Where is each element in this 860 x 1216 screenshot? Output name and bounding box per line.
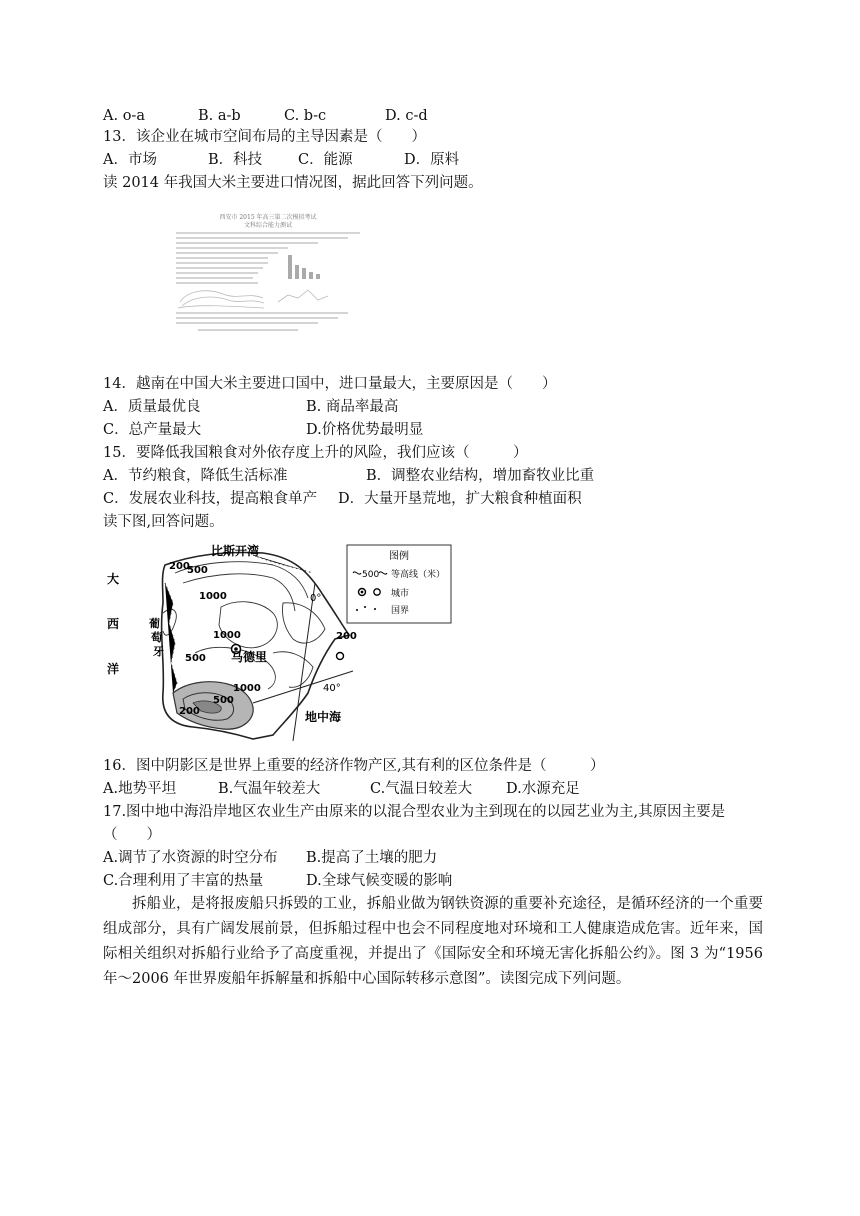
q17-paren: （ ） [103,827,161,843]
legend-contour-value: 500 [362,570,380,580]
label-biscay: 比斯开湾 [211,544,260,558]
q16-stem: 16．图中阴影区是世界上重要的经济作物产区,其有利的区位条件是（ ） [103,758,605,774]
intro-map: 读下图,回答问题。 [103,514,224,530]
q16-option-a: A.地势平坦 [103,781,177,797]
q12-option-a: A. o-a [103,108,145,124]
rice-import-figure-scan [168,210,368,340]
q17-option-a: A.调节了水资源的时空分布 [103,850,278,866]
label-atlantic-1: 大 [107,572,120,586]
label-mediterranean: 地中海 [305,710,342,724]
label-atlantic-3: 洋 [107,662,120,676]
q13-option-c: C．能源 [298,152,353,168]
q13-stem: 13．该企业在城市空间布局的主导因素是（ ） [103,129,426,145]
scan-title-line1: 西安市 2015 年高三第二次模拟考试 [219,214,317,221]
contour-label: 1000 [233,683,261,694]
contour-label: 1000 [199,591,227,602]
coastal-city-marker [337,653,344,660]
q17-option-b: B.提高了土壤的肥力 [306,850,438,866]
q14-stem: 14．越南在中国大米主要进口国中，进口量最大，主要原因是（ ） [103,376,557,392]
q14-option-d: D.价格优势最明显 [306,422,424,438]
contour-label: 200 [169,561,190,572]
iberia-map [103,543,455,743]
label-atlantic-2: 西 [107,617,120,631]
label-longitude: 0° [310,593,322,604]
label-portugal-2: 萄 [151,631,162,644]
legend-title: 图例 [389,551,409,562]
intro-rice-import: 读 2014 年我国大米主要进口情况图，据此回答下列问题。 [103,175,483,191]
q13-option-a: A．市场 [103,152,157,168]
q17-stem: 17.图中地中海沿岸地区农业生产由原来的以混合型农业为主到现在的以园艺业为主,其原因主要是 [103,804,726,820]
label-latitude: 40° [323,683,341,694]
q15-option-c: C．发展农业科技，提高粮食单产 [103,491,318,507]
q14-option-a: A．质量最优良 [103,399,201,415]
q15-stem: 15．要降低我国粮食对外依存度上升的风险，我们应该（ ） [103,445,528,461]
label-portugal-3: 牙 [153,645,164,658]
ship-breaking-passage: 拆船业，是将报废船只拆毁的工业，拆船业做为钢铁资源的重要补充途径，是循环经济的一个重要组成部分，具有广阔发展前景，但拆船过程中也会不同程度地对环境和工人健康造成危害。近年来，国际相关组织对拆船行业给予了高度重视，并提出了《国际安全和环境无害化拆船公约》。图 3 为“1956 年～2006 年世界废船年拆解量和拆船中心国际转移示意图”。读图完成下列问题。 [103,896,763,987]
q13-option-d: D．原料 [404,152,460,168]
q12-option-c: C. b-c [284,108,327,124]
scan-title-line2: 文科综合能力测试 [243,222,293,229]
q14-option-b: B. 商品率最高 [306,399,399,415]
q14-option-c: C．总产量最大 [103,422,202,438]
legend-border: 国界 [391,606,410,616]
q13-option-b: B．科技 [208,152,263,168]
contour-label: 500 [185,653,206,664]
q16-option-d: D.水源充足 [506,781,580,797]
contour-label: 500 [187,565,208,576]
q16-option-b: B.气温年较差大 [218,781,321,797]
q15-option-d: D．大量开垦荒地，扩大粮食种植面积 [338,491,582,507]
legend-city: 城市 [391,589,410,599]
q12-option-d: D. c-d [385,108,428,124]
label-madrid: 马德里 [231,650,268,664]
map-legend [347,545,451,623]
q17-option-c: C.合理利用了丰富的热量 [103,873,264,889]
q16-option-c: C.气温日较差大 [370,781,473,797]
q17-option-d: D.全球气候变暖的影响 [306,873,453,889]
q12-option-b: B. a-b [198,108,241,124]
contour-label: 200 [336,631,357,642]
label-portugal-1: 葡 [149,617,160,630]
contour-label: 1000 [213,630,241,641]
contour-label: 500 [213,695,234,706]
contour-label: 200 [179,706,200,717]
q15-option-b: B．调整农业结构，增加畜牧业比重 [366,468,595,484]
q15-option-a: A．节约粮食，降低生活标准 [103,468,288,484]
legend-contour: 等高线（米） [391,570,446,580]
